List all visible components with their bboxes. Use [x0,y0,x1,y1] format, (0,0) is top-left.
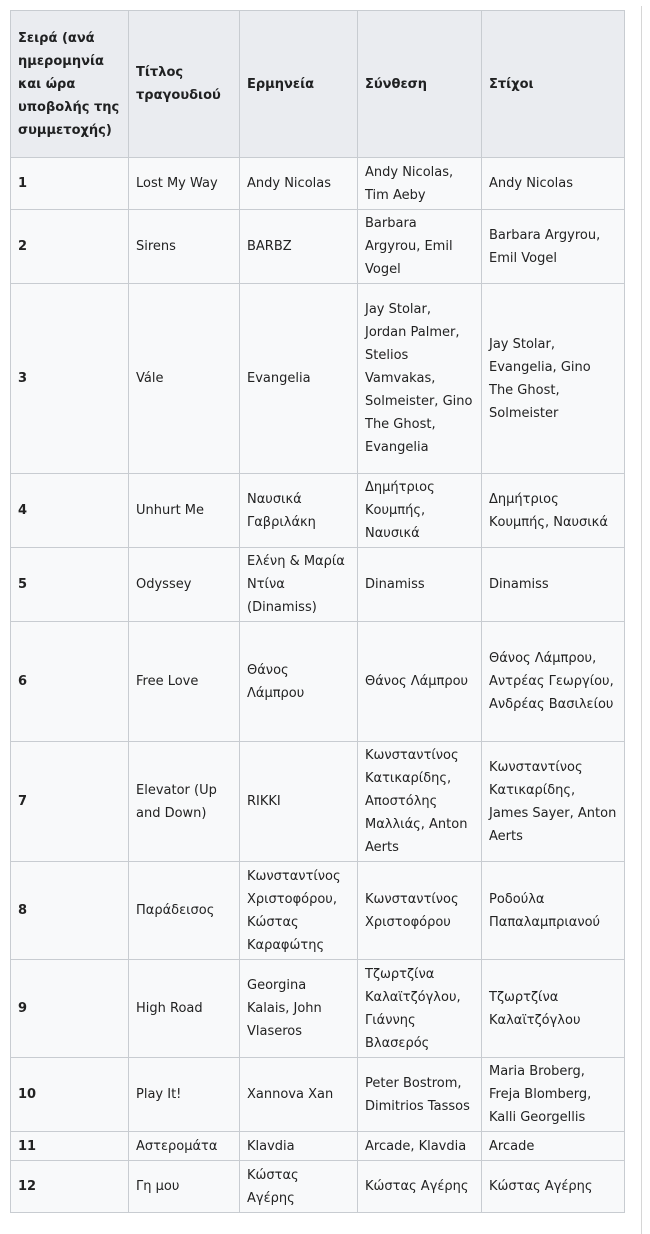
lyricist: Maria Broberg, Freja Blomberg, Kalli Georgellis [482,1058,625,1132]
performer: Κώστας Αγέρης [240,1161,358,1213]
header-performer: Ερμηνεία [240,11,358,158]
lyricist: Arcade [482,1132,625,1161]
row-order: 11 [11,1132,129,1161]
header-order: Σειρά (ανά ημερομηνία και ώρα υποβολής της συμμετοχής) [11,11,129,158]
song-title: Elevator (Up and Down) [129,742,240,862]
lyricist: Τζωρτζίνα Καλαϊτζόγλου [482,960,625,1058]
performer: Ελένη & Μαρία Ντίνα (Dinamiss) [240,548,358,622]
performer: Θάνος Λάμπρου [240,622,358,742]
row-order: 2 [11,210,129,284]
row-order: 7 [11,742,129,862]
row-order: 1 [11,158,129,210]
composer: Κωνσταντίνος Κατικαρίδης, Αποστόλης Μαλλιάς, Anton Aerts [358,742,482,862]
lyricist: Δημήτριος Κουμπής, Ναυσικά [482,474,625,548]
table-row [11,1132,625,1161]
lyricist: Andy Nicolas [482,158,625,210]
performer: Georgina Kalais, John Vlaseros [240,960,358,1058]
composer: Barbara Argyrou, Emil Vogel [358,210,482,284]
song-title: Unhurt Me [129,474,240,548]
row-order: 9 [11,960,129,1058]
lyricist: Κώστας Αγέρης [482,1161,625,1213]
row-order: 5 [11,548,129,622]
composer: Κώστας Αγέρης [358,1161,482,1213]
lyricist: Barbara Argyrou, Emil Vogel [482,210,625,284]
row-order: 12 [11,1161,129,1213]
composer: Δημήτριος Κουμπής, Ναυσικά [358,474,482,548]
performer: Klavdia [240,1132,358,1161]
table-header-row [11,11,625,158]
composer: Θάνος Λάμπρου [358,622,482,742]
lyricist: Jay Stolar, Evangelia, Gino The Ghost, Solmeister [482,284,625,474]
header-lyricist: Στίχοι [482,11,625,158]
composer: Andy Nicolas, Tim Aeby [358,158,482,210]
table-row [11,284,625,474]
composer: Dinamiss [358,548,482,622]
lyricist: Θάνος Λάμπρου, Αντρέας Γεωργίου, Ανδρέας Βασιλείου [482,622,625,742]
composer: Τζωρτζίνα Καλαϊτζόγλου, Γιάννης Βλασερός [358,960,482,1058]
song-title: Odyssey [129,548,240,622]
song-title: Γη μου [129,1161,240,1213]
table-row [11,622,625,742]
performer: RIKKI [240,742,358,862]
song-title: Lost My Way [129,158,240,210]
header-composer: Σύνθεση [358,11,482,158]
table-row [11,1058,625,1132]
header-song-title: Τίτλος τραγουδιού [129,11,240,158]
performer: Κωνσταντίνος Χριστοφόρου, Κώστας Καραφώτης [240,862,358,960]
lyricist: Ροδούλα Παπαλαμπριανού [482,862,625,960]
table-row [11,210,625,284]
table-row [11,1161,625,1213]
composer: Κωνσταντίνος Χριστοφόρου [358,862,482,960]
song-title: Play It! [129,1058,240,1132]
song-title: Αστερομάτα [129,1132,240,1161]
row-order: 10 [11,1058,129,1132]
table-row [11,548,625,622]
song-title: Vále [129,284,240,474]
performer: BARBZ [240,210,358,284]
row-order: 6 [11,622,129,742]
table-row [11,474,625,548]
lyricist: Dinamiss [482,548,625,622]
table-row [11,862,625,960]
page-divider [641,6,642,1234]
song-title: Free Love [129,622,240,742]
composer: Peter Bostrom, Dimitrios Tassos [358,1058,482,1132]
composer: Arcade, Klavdia [358,1132,482,1161]
performer: Xannova Xan [240,1058,358,1132]
table-row [11,960,625,1058]
song-title: Παράδεισος [129,862,240,960]
row-order: 3 [11,284,129,474]
lyricist: Κωνσταντίνος Κατικαρίδης, James Sayer, Anton Aerts [482,742,625,862]
table-row [11,742,625,862]
entries-table [10,10,625,1213]
song-title: High Road [129,960,240,1058]
row-order: 4 [11,474,129,548]
row-order: 8 [11,862,129,960]
table-row [11,158,625,210]
performer: Evangelia [240,284,358,474]
composer: Jay Stolar, Jordan Palmer, Stelios Vamvakas, Solmeister, Gino The Ghost, Evangelia [358,284,482,474]
song-title: Sirens [129,210,240,284]
performer: Ναυσικά Γαβριλάκη [240,474,358,548]
performer: Andy Nicolas [240,158,358,210]
